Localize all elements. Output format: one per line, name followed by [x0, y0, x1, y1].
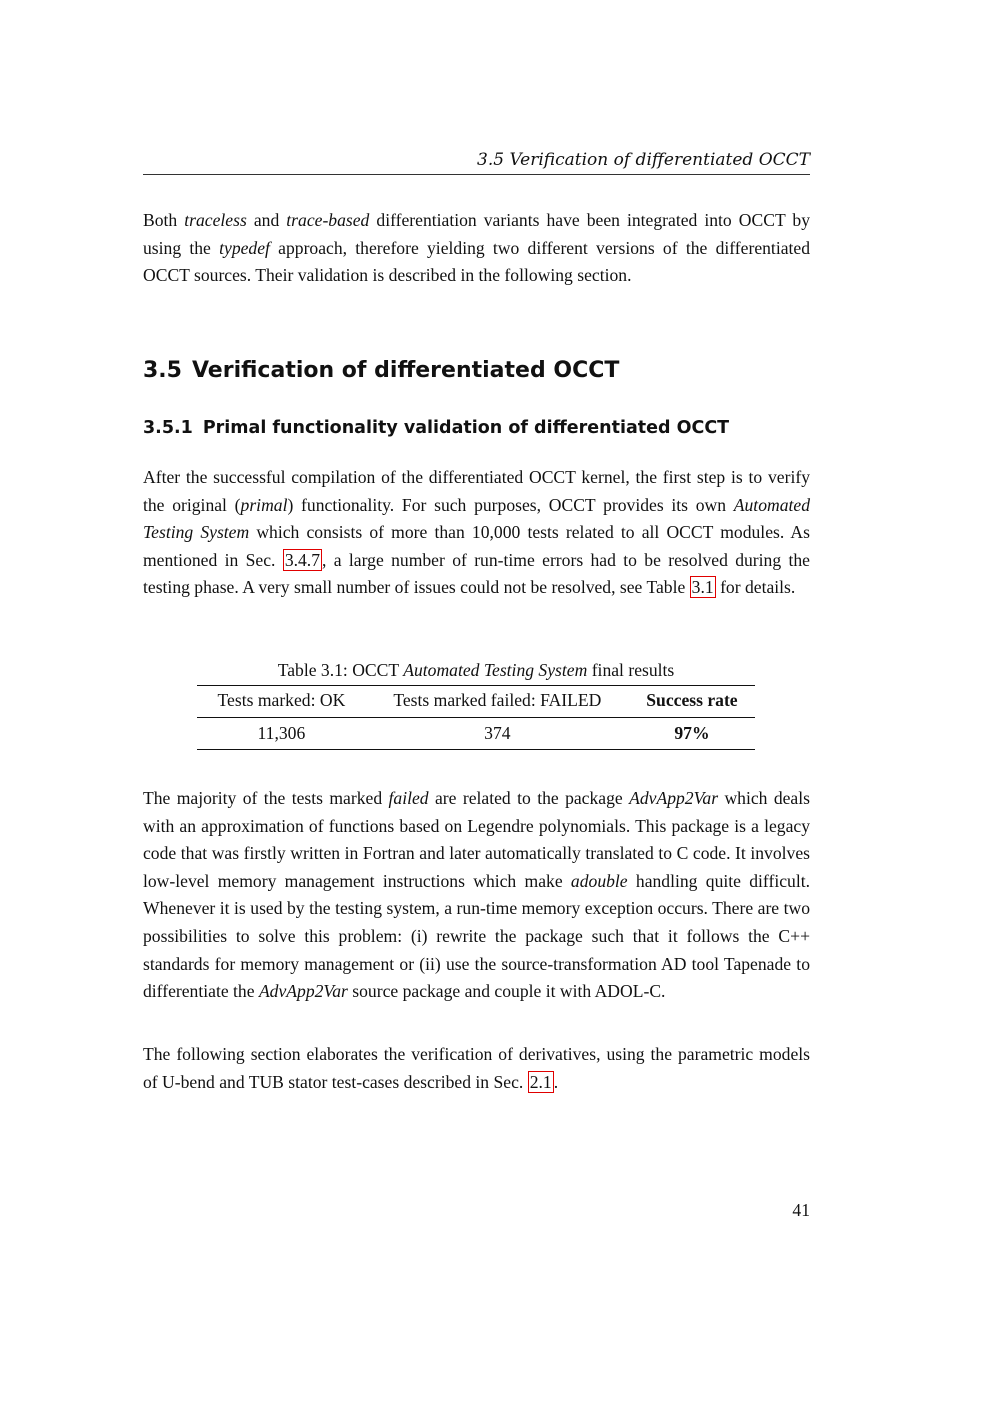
text: , a large number of run-time errors had to be resolved during the testing phase. A very small number of issues could not be resolved, see Table: [143, 549, 810, 598]
emphasis: typedef: [219, 237, 270, 258]
section-heading: [143, 358, 619, 383]
cell-ok-count: 11,306: [257, 723, 306, 743]
subsection-title: Primal functionality validation of differentiated OCCT: [202, 418, 730, 438]
text: After the successful compilation of the differentiated OCCT kernel, the first step is to verify the original (: [143, 467, 810, 515]
section-title: Verification of differentiated OCCT: [191, 358, 620, 383]
header-ok: Tests marked: OK: [197, 686, 366, 718]
subsection-number: 3.5.1: [143, 418, 193, 438]
body-paragraph-3: [143, 1041, 810, 1096]
table-header-row: [197, 686, 755, 718]
text: handling quite difficult. Whenever it is used by the testing system, a run-time memory exception occurs. There are two possibilities to solve this problem: (i) rewrite the package such that it follows the C++ standards for memory management or (ii) use the source-transformation AD tool Tapenade to differentiate the: [143, 870, 810, 1002]
text: differentiation variants have been integrated into OCCT by using the: [143, 210, 810, 258]
section-reference-link[interactable]: 3.4.7: [284, 549, 320, 570]
text: source package and couple it with ADOL-C.: [347, 981, 666, 1002]
emphasis: trace-based: [286, 210, 370, 230]
text: The following section elaborates the verification of derivatives, using the parametric models of U-bend and TUB stator test-cases described in Sec.: [143, 1044, 810, 1092]
intro-paragraph: [143, 207, 810, 290]
emphasis: Automated Testing System: [143, 494, 810, 543]
emphasis: adouble: [570, 870, 628, 891]
text: Table 3.1: OCCT: [277, 660, 404, 680]
body-paragraph-1: [143, 464, 810, 602]
emphasis: AdvApp2Var: [258, 981, 348, 1002]
results-table-block: [197, 660, 755, 750]
text: which deals with an approximation of functions based on Legendre polynomials. This package is a legacy code that was firstly written in Fortran and later automatically translated to C code. It involves low-level memory management instructions which make: [143, 788, 810, 891]
emphasis: failed: [388, 788, 429, 808]
text: and: [246, 210, 287, 230]
running-header: 3.5 Verification of differentiated OCCT: [143, 150, 810, 175]
subsection-heading: [143, 418, 729, 438]
results-table: [197, 685, 755, 750]
text: ) functionality. For such purposes, OCCT provides its own: [287, 494, 734, 515]
emphasis: AdvApp2Var: [629, 788, 719, 808]
text: for details.: [715, 577, 796, 598]
cell-failed-count: 374: [484, 723, 511, 743]
header-failed: Tests marked failed: FAILED: [366, 686, 629, 718]
emphasis: primal: [240, 494, 288, 515]
emphasis: Automated Testing System: [403, 660, 588, 680]
text: are related to the package: [428, 788, 630, 808]
text: which consists of more than 10,000 tests related to all OCCT modules. As mentioned in Sec.: [143, 522, 810, 570]
cell-success-rate: 97%: [674, 723, 710, 743]
text: The majority of the tests marked: [143, 788, 389, 808]
table-row: [197, 718, 755, 750]
text: final results: [587, 660, 675, 680]
text: approach, therefore yielding two different versions of the differentiated OCCT sources. Their validation is described in the following section.: [143, 237, 811, 286]
emphasis: traceless: [184, 210, 247, 230]
body-paragraph-2: [143, 785, 810, 1006]
text: .: [553, 1071, 559, 1092]
table-caption: [197, 660, 755, 681]
text: Both: [143, 210, 185, 230]
section-reference-link[interactable]: 2.1: [529, 1071, 552, 1092]
page-number: 41: [792, 1200, 810, 1220]
table-reference-link[interactable]: 3.1: [691, 577, 714, 598]
header-success-rate: Success rate: [629, 686, 755, 718]
section-number: 3.5: [143, 358, 182, 383]
